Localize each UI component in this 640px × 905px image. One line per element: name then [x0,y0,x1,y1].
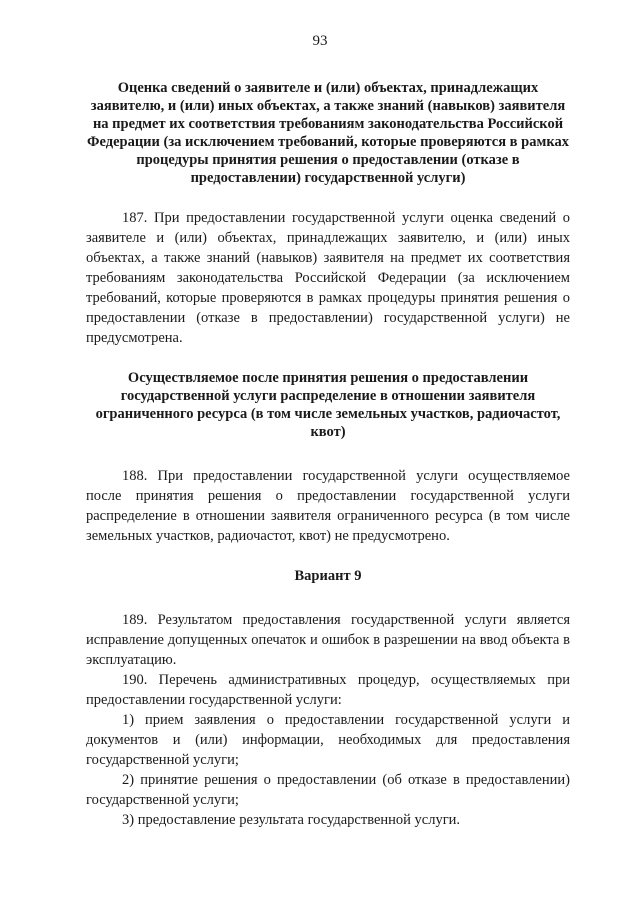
list-item-1: 1) прием заявления о предоставлении государственной услуги и документов и (или) информации, необходимых для предоставления государственной услуги; [86,712,570,768]
section-heading-assessment: Оценка сведений о заявителе и (или) объектах, принадлежащих заявителю, и (или) иных объектах, а также знаний (навыков) заявителя на предмет их соответствия требованиям законодательства Российской Федерации (за исключением требований, которые проверяются в рамках процедуры принятия решения о предоставлении (отказе в предоставлении) государственной услуги) [87,80,569,186]
section-heading-variant-9: Вариант 9 [294,568,362,584]
variant-9-body [86,610,570,830]
paragraph-190: 190. Перечень административных процедур, осуществляемых при предоставлении государственной услуги: [86,672,570,708]
list-item-2: 2) принятие решения о предоставлении (об отказе в предоставлении) государственной услуги; [86,772,570,808]
paragraph-187: 187. При предоставлении государственной услуги оценка сведений о заявителе и (или) объектах, принадлежащих заявителю, и (или) иных объектах, а также знаний (навыков) заявителя на предмет их соответствия требованиям законодательства Российской Федерации (за исключением требований, которые проверяются в рамках процедуры принятия решения о предоставлении (отказе в предоставлении) государственной услуги) не предусмотрена. [86,210,570,346]
paragraph-188: 188. При предоставлении государственной услуги осуществляемое после принятия решения о предоставлении государственной услуги распределение в отношении заявителя ограниченного ресурса (в том числе земельных участков, радиочастот, квот) не предусмотрено. [86,468,570,544]
section-heading-resource-distribution: Осуществляемое после принятия решения о предоставлении государственной услуги распределение в отношении заявителя ограниченного ресурса (в том числе земельных участков, радиочастот, квот) [95,370,561,440]
paragraph-189: 189. Результатом предоставления государственной услуги является исправление допущенных опечаток и ошибок в разрешении на ввод объекта в эксплуатацию. [86,612,570,668]
page-number: 93 [312,33,328,49]
list-item-3: 3) предоставление результата государственной услуги. [122,812,461,828]
